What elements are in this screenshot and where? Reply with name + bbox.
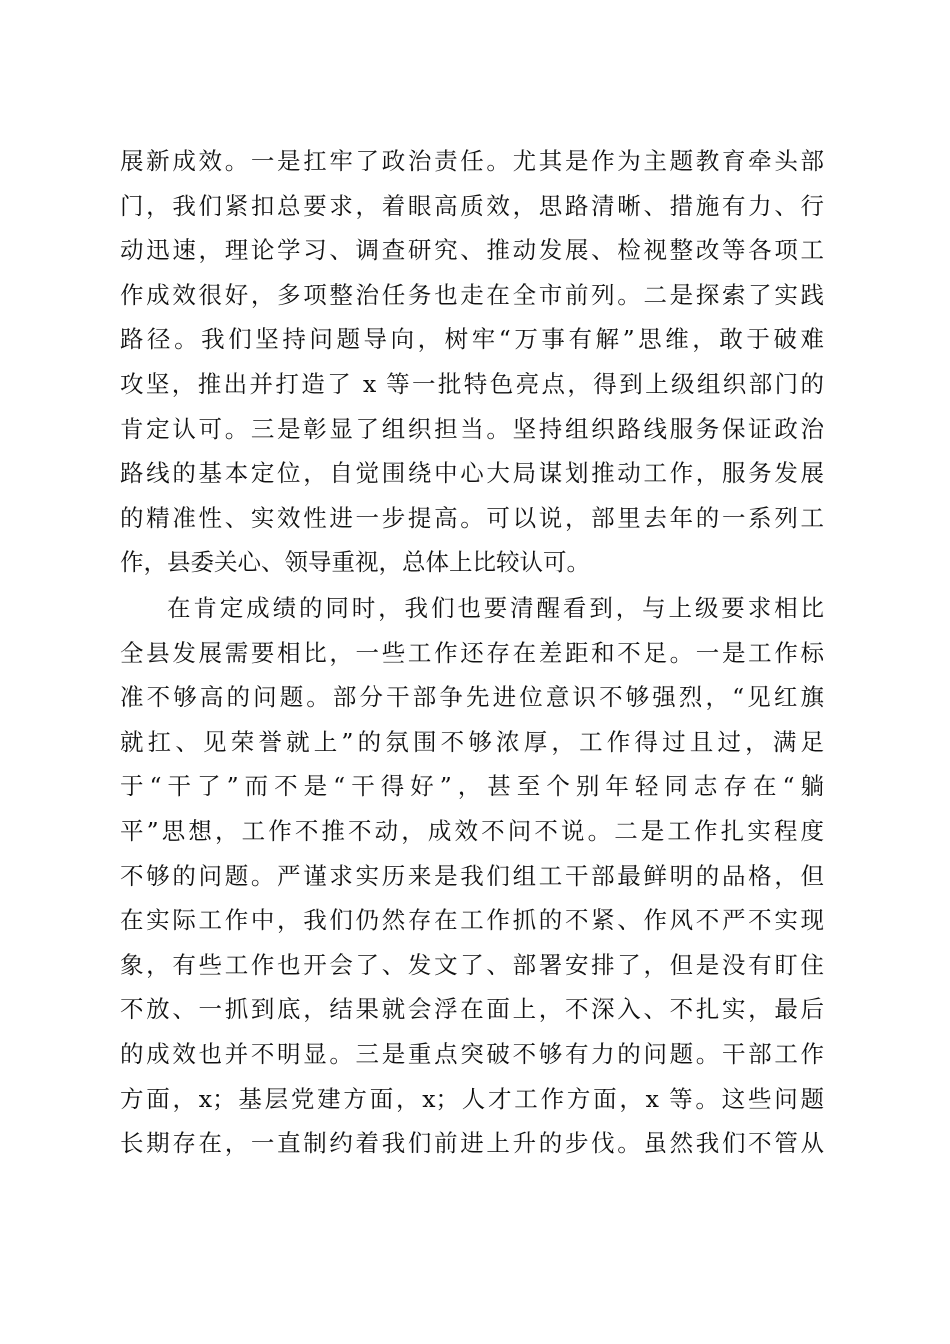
text-line: 方面，x；基层党建方面，x；人才工作方面，x 等。这些问题 — [120, 1084, 824, 1113]
text-line: 路线的基本定位，自觉围绕中心大局谋划推动工作，服务发展 — [120, 459, 824, 488]
text-line: 作成效很好，多项整治任务也走在全市前列。二是探索了实践 — [120, 280, 824, 309]
text-line: 的精准性、实效性进一步提高。可以说，部里去年的一系列工 — [120, 503, 824, 532]
text-line: 就扛、见荣誉就上”的氛围不够浓厚，工作得过且过，满足 — [120, 727, 824, 756]
text-line: 在实际工作中，我们仍然存在工作抓的不紧、作风不严不实现 — [120, 906, 824, 935]
text-line: 长期存在，一直制约着我们前进上升的步伐。虽然我们不管从 — [120, 1129, 824, 1158]
text-line: 路径。我们坚持问题导向，树牢“万事有解”思维，敢于破难 — [120, 325, 824, 354]
text-line: 准不够高的问题。部分干部争先进位意识不够强烈，“见红旗 — [120, 683, 824, 712]
text-line: 不够的问题。严谨求实历来是我们组工干部最鲜明的品格，但 — [120, 861, 824, 890]
text-line: 的成效也并不明显。三是重点突破不够有力的问题。干部工作 — [120, 1039, 824, 1068]
text-line: 动迅速，理论学习、调查研究、推动发展、检视整改等各项工 — [120, 236, 824, 265]
paragraph-2 — [120, 586, 824, 1166]
text-line: 平”思想，工作不推不动，成效不问不说。二是工作扎实程度 — [120, 816, 824, 845]
paragraph-1 — [120, 139, 824, 585]
text-line: 不放、一抓到底，结果就会浮在面上，不深入、不扎实，最后 — [120, 995, 824, 1024]
text-line: 于“干了”而不是“干得好”，甚至个别年轻同志存在“躺 — [120, 772, 824, 801]
text-line: 作，县委关心、领导重视，总体上比较认可。 — [120, 548, 590, 577]
text-line: 象，有些工作也开会了、发文了、部署安排了，但是没有盯住 — [120, 950, 824, 979]
text-line: 在肯定成绩的同时，我们也要清醒看到，与上级要求相比 — [167, 594, 824, 622]
text-line: 肯定认可。三是彰显了组织担当。坚持组织路线服务保证政治 — [120, 414, 824, 443]
text-line: 展新成效。一是扛牢了政治责任。尤其是作为主题教育牵头部 — [120, 147, 824, 175]
text-line: 门，我们紧扣总要求，着眼高质效，思路清晰、措施有力、行 — [120, 191, 824, 220]
text-line: 攻坚，推出并打造了 x 等一批特色亮点，得到上级组织部门的 — [120, 369, 824, 398]
text-line: 全县发展需要相比，一些工作还存在差距和不足。一是工作标 — [120, 638, 824, 667]
